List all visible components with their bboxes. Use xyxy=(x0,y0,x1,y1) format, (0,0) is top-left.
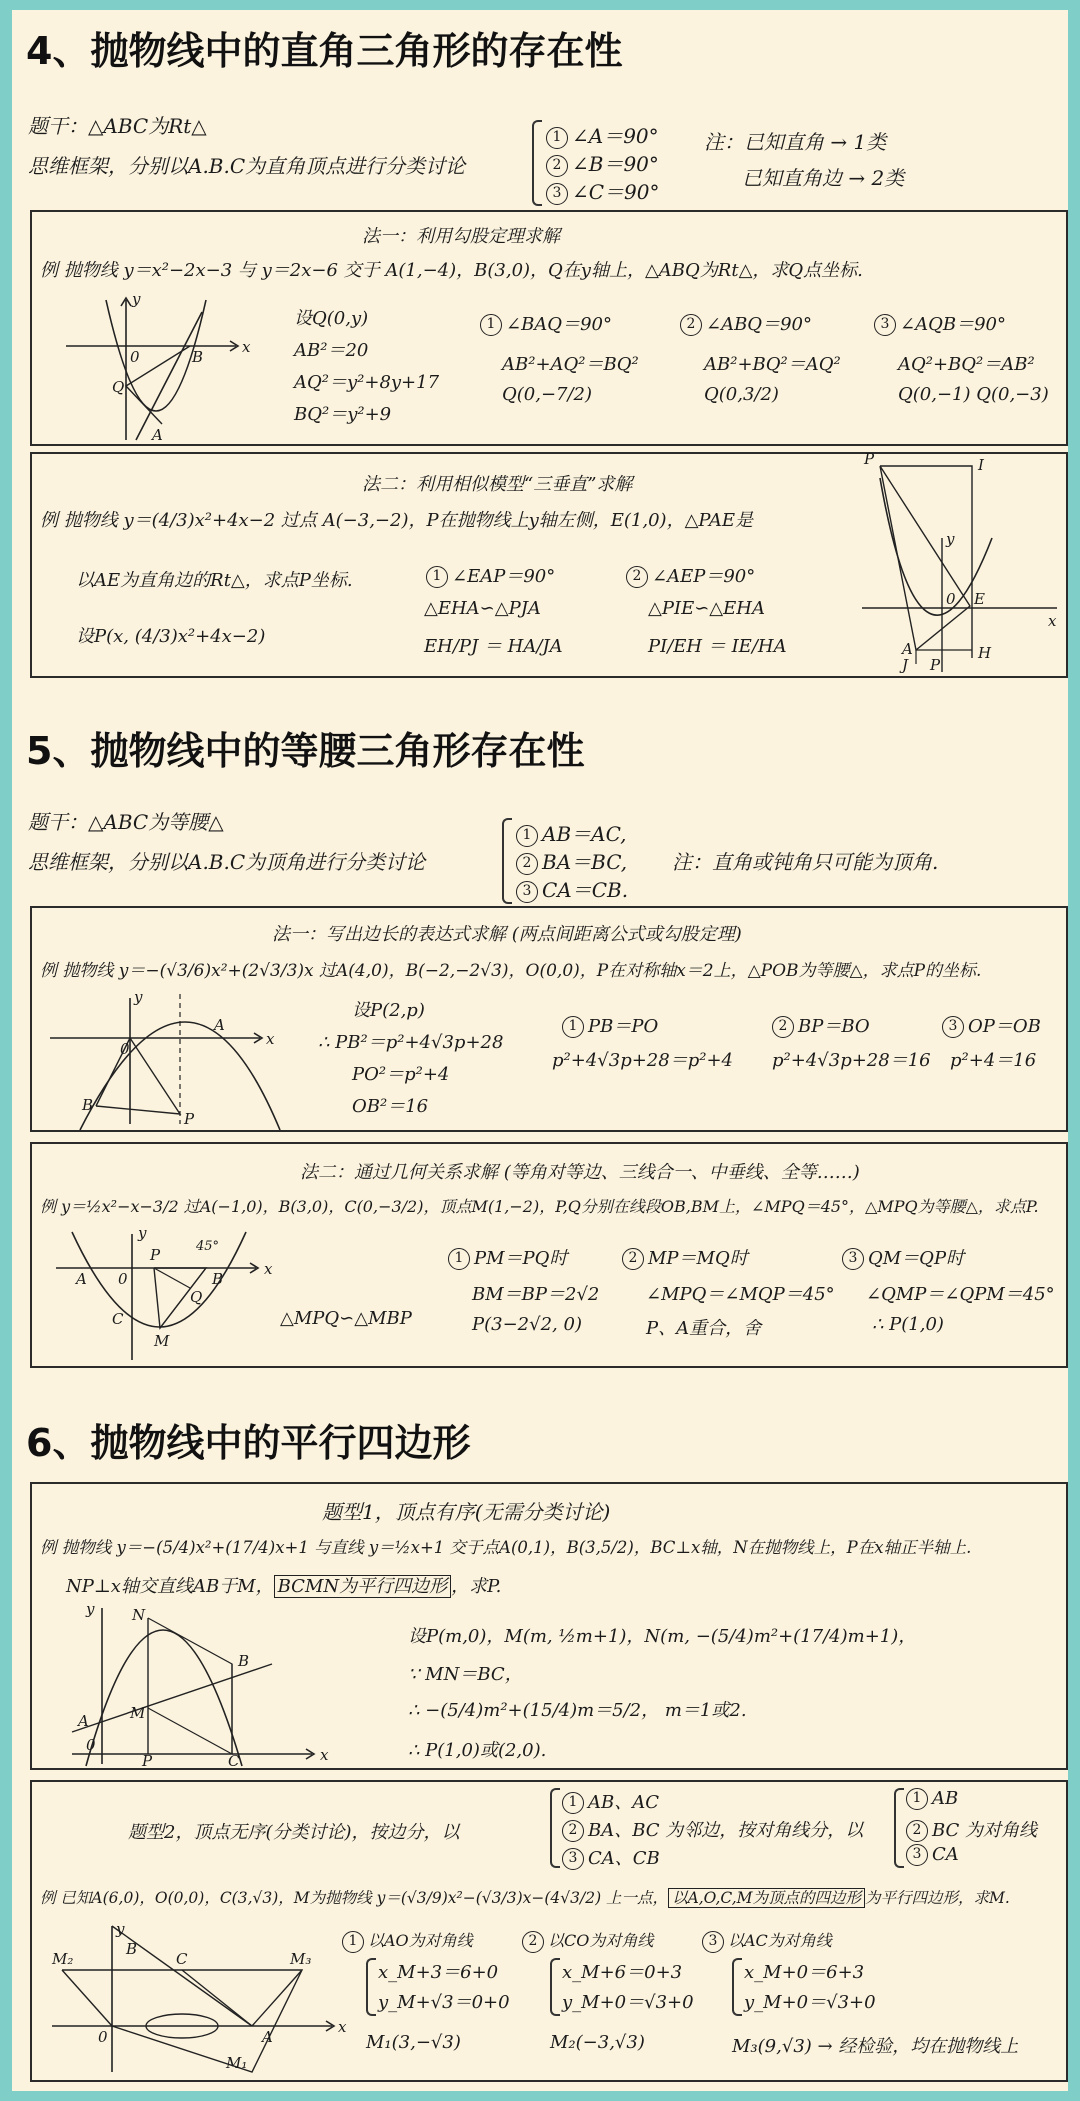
s5-case-1: 1 AB＝AC, xyxy=(516,818,627,847)
label-o: 0 xyxy=(86,1736,96,1754)
label-y: y xyxy=(134,988,143,1006)
s6-t2-diag-3: 3 CA xyxy=(906,1844,959,1866)
s4-m1-graph xyxy=(66,292,266,442)
s6-t2-case3-eq2: y_M+0＝√3+0 xyxy=(744,1992,876,2013)
label-x: x xyxy=(242,338,251,356)
label-o: 0 xyxy=(946,590,956,608)
s6-t2-case3-head: 3 以AC为对角线 xyxy=(702,1928,832,1953)
label-y: y xyxy=(138,1224,147,1242)
label-m: M xyxy=(130,1704,146,1722)
s4-m1-case2-ans: Q(0,3/2) xyxy=(704,384,779,405)
s6-t1-step-1: 设P(m,0)，M(m, ½m+1)，N(m, −(5/4)m²+(17/4)m+1)， xyxy=(408,1626,917,1647)
label-b: B xyxy=(82,1096,94,1114)
s4-m1-title: 法一：利用勾股定理求解 xyxy=(362,226,560,247)
s5-m1-set-3: PO²＝p²+4 xyxy=(352,1064,450,1085)
line-2 xyxy=(62,1970,112,2026)
label-c: C xyxy=(112,1310,124,1328)
s5-cases-brace xyxy=(502,818,512,904)
label-o: 0 xyxy=(120,1040,130,1058)
s5-m1-example: 例 抛物线 y＝−(√3/6)x²+(2√3/3)x 过A(4,0)，B(−2,−2√3)，O(0,0)，P在对称轴x＝2上，△POB为等腰△，求点P的坐标. xyxy=(40,961,982,981)
label-a: A xyxy=(152,426,163,444)
label-q: Q xyxy=(112,378,125,396)
s5-stem: 题干：△ABC为等腰△ xyxy=(28,810,224,834)
s4-m2-case2-ratio: PI/EH ＝ IE/HA xyxy=(648,636,787,657)
s4-m2-title: 法二：利用相似模型“三垂直”求解 xyxy=(362,474,633,495)
s5-m1-graph xyxy=(50,988,280,1130)
label-i: I xyxy=(978,456,984,474)
label-a: A xyxy=(902,640,913,658)
s5-m1-case2-head: 2 BP＝BO xyxy=(772,1012,870,1038)
s4-m1-case3-ans: Q(0,−1) Q(0,−3) xyxy=(898,384,1049,405)
page xyxy=(12,10,1068,2091)
s6-t1-title: 题型1，顶点有序(无需分类讨论) xyxy=(322,1500,611,1524)
s5-m2-case2-head: 2 MP＝MQ时 xyxy=(622,1244,748,1270)
label-n: N xyxy=(132,1606,146,1624)
segment-pq xyxy=(154,1268,190,1288)
s4-note-2: 已知直角边 → 2类 xyxy=(742,166,905,190)
label-x: x xyxy=(320,1746,329,1764)
s5-m1-case3-head: 3 OP＝OB xyxy=(942,1012,1041,1038)
s5-m2-case2-ans: P、A重合，舍 xyxy=(646,1318,762,1339)
section-6-heading: 6、抛物线中的平行四边形 xyxy=(26,1421,471,1465)
label-x: x xyxy=(1048,612,1057,630)
s5-m2-case1-ans: P(3−2√2, 0) xyxy=(472,1314,582,1335)
s6-type2-box xyxy=(30,1780,1068,2082)
s6-t2-case3-ans: M₃(9,√3) → 经检验，均在抛物线上 xyxy=(732,2036,1019,2057)
label-m2: M₂ xyxy=(52,1950,74,1968)
s5-method2-box xyxy=(30,1142,1068,1368)
s6-t2-diags-brace xyxy=(894,1788,904,1868)
s6-t2-case3-eq1: x_M+0＝6+3 xyxy=(744,1962,865,1983)
s4-case-3: 3 ∠C＝90° xyxy=(546,176,660,205)
s6-t2-case2-ans: M₂(−3,√3) xyxy=(550,2032,645,2053)
label-b: B xyxy=(212,1270,224,1288)
parallelogram-bcmn xyxy=(148,1618,232,1754)
s5-m1-case1-head: 1 PB＝PO xyxy=(562,1012,658,1038)
s5-m2-case3-ans: ∴ P(1,0) xyxy=(872,1314,944,1335)
s6-type1-box xyxy=(30,1482,1068,1770)
s4-m2-case1-ratio: EH/PJ ＝ HA/JA xyxy=(424,636,563,657)
s5-m2-example: 例 y＝½x²−x−3/2 过A(−1,0)，B(3,0)，C(0,−3/2)，顶点M(1,−2)，P,Q分别在线段OB,BM上，∠MPQ＝45°，△MPQ为等腰△，求点P. xyxy=(40,1197,1039,1216)
s5-m2-case2-eq: ∠MPQ＝∠MQP＝45° xyxy=(646,1284,835,1305)
s5-m2-case3-head: 3 QM＝QP时 xyxy=(842,1244,964,1270)
s5-m1-case3-eq: p²+4＝16 xyxy=(950,1050,1037,1071)
s6-t1-line1: 例 抛物线 y＝−(5/4)x²+(17/4)x+1 与直线 y＝½x+1 交于点A(0,1)，B(3,5/2)，BC⊥x轴，N在抛物线上，P在x轴正半轴上. xyxy=(40,1538,972,1557)
label-p-top: P xyxy=(864,450,875,468)
s4-note-1: 注：已知直角 → 1类 xyxy=(704,130,887,154)
label-o: 0 xyxy=(98,2028,108,2046)
s5-m2-similar: △MPQ∽△MBP xyxy=(280,1308,412,1329)
s6-t2-sides-brace xyxy=(550,1788,560,1868)
s6-t2-case3-brace xyxy=(732,1958,742,2016)
line-ab xyxy=(136,312,202,440)
s6-t2-title: 题型2，顶点无序(分类讨论)，按边分，以 xyxy=(128,1822,460,1843)
s5-m2-case3-eq: ∠QMP＝∠QPM＝45° xyxy=(866,1284,1055,1305)
s4-m1-case3-head: 3 ∠AQB＝90° xyxy=(874,310,1006,336)
label-b: B xyxy=(238,1652,250,1670)
label-y: y xyxy=(132,290,141,308)
s6-t2-case1-eq2: y_M+√3＝0+0 xyxy=(378,1992,510,2013)
label-c: C xyxy=(176,1950,188,1968)
label-x: x xyxy=(338,2018,347,2036)
s6-t2-case1-ans: M₁(3,−√3) xyxy=(366,2032,461,2053)
s5-case-2: 2 BA＝BC, xyxy=(516,846,627,875)
s4-m2-case1-sim: △EHA∽△PJA xyxy=(424,598,541,619)
label-b: B xyxy=(126,1940,138,1958)
s4-case-2: 2 ∠B＝90° xyxy=(546,148,659,177)
parallelograms xyxy=(62,1970,302,2072)
s5-m1-set-4: OB²＝16 xyxy=(352,1096,429,1117)
s6-t2-case2-head: 2 以CO为对角线 xyxy=(522,1928,653,1953)
s4-m1-case1-head: 1 ∠BAQ＝90° xyxy=(480,310,612,336)
s4-m1-set-4: BQ²＝y²+9 xyxy=(294,404,392,425)
label-x: x xyxy=(266,1030,275,1048)
s6-t1-step-4: ∴ P(1,0)或(2,0). xyxy=(408,1740,547,1761)
s5-m1-set-2: ∴ PB²＝p²+4√3p+28 xyxy=(318,1032,504,1053)
label-a: A xyxy=(78,1712,89,1730)
s4-case-1: 1 ∠A＝90° xyxy=(546,120,659,149)
s4-m2-line1: 例 抛物线 y＝(4/3)x²+4x−2 过点 A(−3,−2)，P在抛物线上y轴左侧，E(1,0)，△PAE是 xyxy=(40,510,754,531)
s4-m2-line2: 以AE为直角边的Rt△，求点P坐标. xyxy=(76,570,353,591)
label-e: E xyxy=(974,590,985,608)
s4-m1-example: 例 抛物线 y＝x²−2x−3 与 y＝2x−6 交于 A(1,−4)，B(3,0)，Q在y轴上，△ABQ为Rt△，求Q点坐标. xyxy=(40,260,863,281)
s6-t1-step-2: ∵ MN＝BC， xyxy=(408,1664,523,1685)
s6-t2-case2-brace xyxy=(550,1958,560,2016)
line-3 xyxy=(182,1970,252,2026)
s6-t2-case2-eq2: y_M+0＝√3+0 xyxy=(562,1992,694,2013)
s5-m2-graph xyxy=(56,1224,276,1362)
label-y: y xyxy=(946,530,955,548)
label-m3: M₃ xyxy=(290,1950,312,1968)
label-o: 0 xyxy=(118,1270,128,1288)
label-c: C xyxy=(228,1752,240,1770)
label-a: A xyxy=(214,1016,225,1034)
label-45deg: 45° xyxy=(196,1239,220,1254)
s4-m2-line3: 设P(x, (4/3)x²+4x−2) xyxy=(76,626,266,647)
s4-m1-case3-eq: AQ²+BQ²＝AB² xyxy=(898,354,1035,375)
label-p-bottom: P xyxy=(930,656,941,674)
s5-m1-case1-eq: p²+4√3p+28＝p²+4 xyxy=(552,1050,733,1071)
s6-t2-diag-2: 2 BC 为对角线 xyxy=(906,1816,1037,1842)
s4-cases-brace xyxy=(532,120,542,206)
s4-m1-case1-eq: AB²+AQ²＝BQ² xyxy=(502,354,639,375)
s6-t2-example: 例 已知A(6,0)，O(0,0)，C(3,√3)，M为抛物线 y＝(√3/9)x²−(√3/3)x−(4√3/2) 上一点， 以A,O,C,M为顶点的四边形 为平行四边形，求M. xyxy=(40,1889,1010,1907)
parabola xyxy=(86,1630,242,1766)
s5-case-3: 3 CA＝CB. xyxy=(516,874,628,903)
s4-m1-case2-eq: AB²+BQ²＝AQ² xyxy=(704,354,841,375)
s4-m1-set-2: AB²＝20 xyxy=(294,340,369,361)
s5-framework: 思维框架，分别以A.B.C为顶角进行分类讨论 xyxy=(28,850,426,874)
s6-t1-step-3: ∴ −(5/4)m²+(15/4)m＝5/2， m＝1或2. xyxy=(408,1700,747,1721)
s4-m1-case1-ans: Q(0,−7/2) xyxy=(502,384,593,405)
label-q: Q xyxy=(190,1288,203,1306)
s6-t2-case1-head: 1 以AO为对角线 xyxy=(342,1928,473,1953)
label-y: y xyxy=(116,1920,125,1938)
s5-m1-set-1: 设P(2,p) xyxy=(352,1000,425,1021)
label-p: P xyxy=(184,1110,195,1128)
s6-t2-boxed-condition: 以A,O,C,M为顶点的四边形 xyxy=(668,1888,865,1908)
label-h: H xyxy=(978,644,992,662)
s4-method1-box xyxy=(30,210,1068,446)
s4-framework: 思维框架，分别以A.B.C为直角顶点进行分类讨论 xyxy=(28,154,466,178)
s5-m1-case2-eq: p²+4√3p+28＝16 xyxy=(772,1050,931,1071)
s6-t1-line2: NP⊥x轴交直线AB于M， BCMN为平行四边形 ，求P. xyxy=(66,1576,502,1597)
s6-t1-boxed-condition: BCMN为平行四边形 xyxy=(274,1575,452,1598)
label-b: B xyxy=(192,348,204,366)
s4-m2-case2-sim: △PIE∽△EHA xyxy=(648,598,765,619)
s5-m1-title: 法一：写出边长的表达式求解 (两点间距离公式或勾股定理) xyxy=(272,924,742,945)
label-p: P xyxy=(150,1246,161,1264)
triangle-pae xyxy=(880,466,970,650)
s6-t1-graph xyxy=(72,1600,329,1770)
s6-t2-side-2: 2 BA、BC 为邻边，按对角线分，以 xyxy=(562,1816,863,1842)
s6-t2-side-3: 3 CA、CB xyxy=(562,1844,660,1870)
s4-m1-set-3: AQ²＝y²+8y+17 xyxy=(294,372,440,393)
section-4-heading: 4、抛物线中的直角三角形的存在性 xyxy=(26,29,623,73)
s4-m1-set-1: 设Q(0,y) xyxy=(294,308,369,329)
i-rectangle xyxy=(880,466,972,658)
s4-m2-graph xyxy=(862,450,1062,674)
label-m: M xyxy=(154,1332,170,1350)
section-5-heading: 5、抛物线中的等腰三角形存在性 xyxy=(26,729,585,773)
s5-m2-title: 法二：通过几何关系求解 (等角对等边、三线合一、中垂线、全等……) xyxy=(300,1162,860,1183)
s4-method2-box xyxy=(30,452,1068,678)
label-a: A xyxy=(262,2028,273,2046)
s6-t2-diag-1: 1 AB xyxy=(906,1788,958,1810)
label-j: J xyxy=(902,656,909,674)
s5-method1-box xyxy=(30,906,1068,1132)
label-p: P xyxy=(142,1752,153,1770)
s4-stem: 题干：△ABC为Rt△ xyxy=(28,114,207,138)
label-m1: M₁ xyxy=(226,2054,248,2072)
s6-t2-case2-eq1: x_M+6＝0+3 xyxy=(562,1962,683,1983)
s6-t2-case1-brace xyxy=(366,1958,376,2016)
label-o: 0 xyxy=(130,348,140,366)
label-a: A xyxy=(76,1270,87,1288)
s6-t2-graph xyxy=(52,1922,352,2072)
triangle-pob xyxy=(96,1038,180,1114)
s6-t2-case1-eq1: x_M+3＝6+0 xyxy=(378,1962,499,1983)
label-y: y xyxy=(86,1600,95,1618)
s4-m1-case2-head: 2 ∠ABQ＝90° xyxy=(680,310,812,336)
s4-m2-case1-head: 1 ∠EAP＝90° xyxy=(426,562,555,588)
label-x: x xyxy=(264,1260,273,1278)
line-4 xyxy=(252,1970,302,2026)
s5-note: 注：直角或钝角只可能为顶角. xyxy=(672,850,939,874)
s5-m2-case1-head: 1 PM＝PQ时 xyxy=(448,1244,567,1270)
s4-m2-case2-head: 2 ∠AEP＝90° xyxy=(626,562,755,588)
s5-m2-case1-eq: BM＝BP＝2√2 xyxy=(472,1284,600,1305)
s6-t2-side-1: 1 AB、AC xyxy=(562,1788,659,1814)
